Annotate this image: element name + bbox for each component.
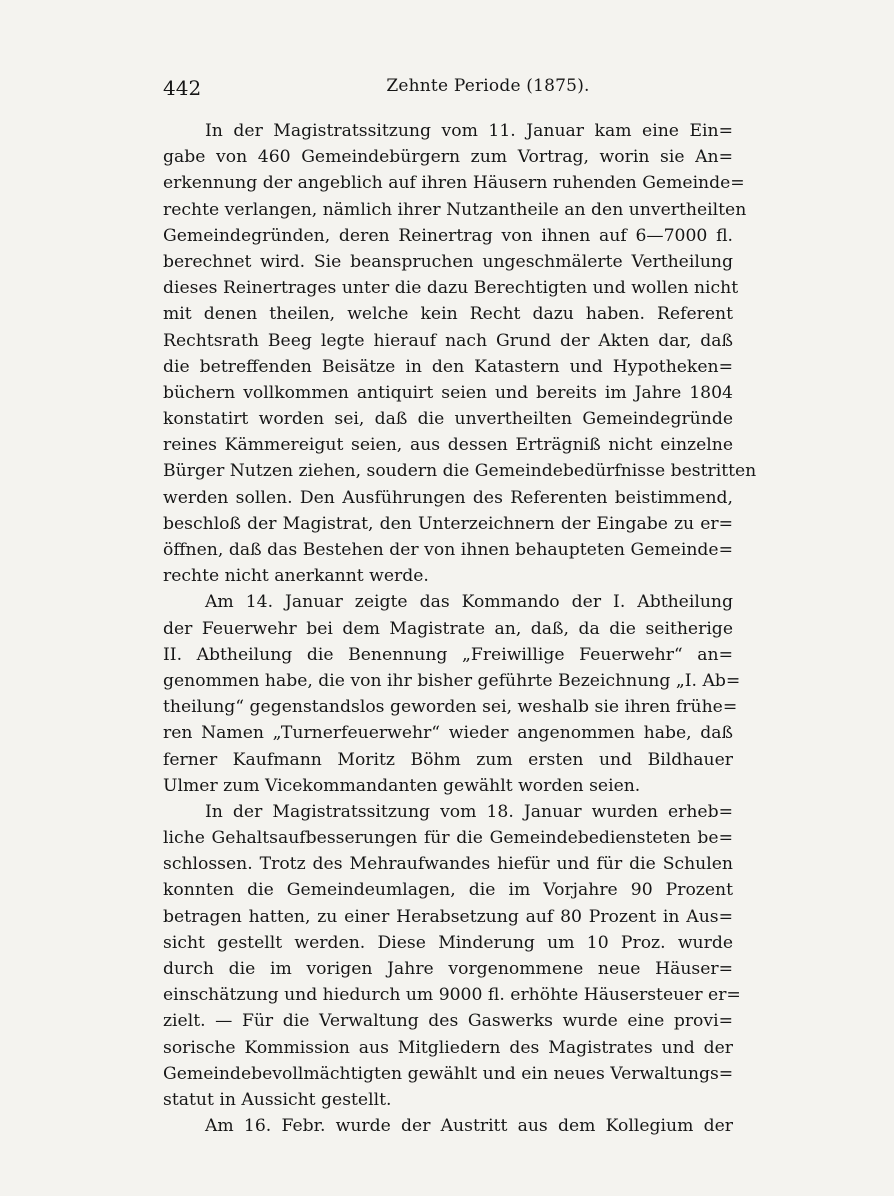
text-line: sicht gestellt werden. Diese Minderung um 10 Proz. wurde [163,932,733,953]
text-line: Rechtsrath Beeg legte hierauf nach Grund der Akten dar, daß [163,330,733,351]
text-line: statut in Aussicht gestellt. [163,1089,392,1110]
text-line: der Feuerwehr bei dem Magistrate an, daß, da die seitherige [163,618,733,639]
text-line: gabe von 460 Gemeindebürgern zum Vortrag, worin sie An= [163,147,733,168]
paragraph [163,1113,733,1139]
running-head: Zehnte Periode (1875). [386,76,590,96]
text-line: genommen habe, die von ihr bisher geführte Bezeichnung „I. Ab= [163,670,741,691]
body-text [163,118,757,1139]
text-line: Ulmer zum Vicekommandanten gewählt worden seien. [163,775,641,796]
text-line: Bürger Nutzen ziehen, soudern die Gemeindebedürfnisse bestritten [163,461,757,482]
text-line: mit denen theilen, welche kein Recht dazu haben. Referent [163,304,733,325]
text-line: erkennung der angeblich auf ihren Häusern ruhenden Gemeinde= [163,173,745,194]
text-line: die betreffenden Beisätze in den Katastern und Hypotheken= [163,356,733,377]
text-line: theilung“ gegenstandslos geworden sei, weshalb sie ihren frühe= [163,697,738,718]
text-line: rechte verlangen, nämlich ihrer Nutzantheile an den unvertheilten [163,199,747,220]
page-header [163,72,733,106]
text-line: II. Abtheilung die Benennung „Freiwillige Feuerwehr“ an= [163,644,733,665]
text-line: ren Namen „Turnerfeuerwehr“ wieder angenommen habe, daß [163,723,733,744]
text-line: liche Gehaltsaufbesserungen für die Gemeindebediensteten be= [163,828,733,849]
text-line: Gemeindebevollmächtigten gewählt und ein neues Verwaltungs= [163,1063,734,1084]
text-line: sorische Kommission aus Mitgliedern des Magistrates und der [163,1037,733,1058]
text-line: einschätzung und hiedurch um 9000 fl. erhöhte Häusersteuer er= [163,985,741,1006]
text-line: beschloß der Magistrat, den Unterzeichnern der Eingabe zu er= [163,513,733,534]
paragraph [163,589,741,799]
text-line: berechnet wird. Sie beanspruchen ungeschmälerte Vertheilung [163,251,733,272]
text-line: reines Kämmereigut seien, aus dessen Erträgniß nicht einzelne [163,435,733,456]
text-line: Am 14. Januar zeigte das Kommando der I. Abtheilung [205,592,733,613]
paragraph [163,118,757,589]
text-line: In der Magistratssitzung vom 11. Januar kam eine Ein= [205,121,733,141]
text-line: Am 16. Febr. wurde der Austritt aus dem Kollegium der [205,1116,733,1137]
text-line: ferner Kaufmann Moritz Böhm zum ersten und Bildhauer [163,749,733,770]
text-line: Gemeindegründen, deren Reinertrag von ihnen auf 6—7000 fl. [163,225,733,246]
text-line: zielt. — Für die Verwaltung des Gaswerks wurde eine provi= [163,1011,733,1032]
text-line: konstatirt worden sei, daß die unvertheilten Gemeindegründe [163,409,733,430]
text-line: betragen hatten, zu einer Herabsetzung auf 80 Prozent in Aus= [163,906,733,927]
text-line: In der Magistratssitzung vom 18. Januar wurden erheb= [205,801,733,822]
text-line: werden sollen. Den Ausführungen des Referenten beistimmend, [163,487,733,508]
page-number: 442 [163,76,202,100]
text-line: durch die im vorigen Jahre vorgenommene neue Häuser= [163,959,733,979]
text-line: öffnen, daß das Bestehen der von ihnen behaupteten Gemeinde= [163,540,733,560]
text-line: schlossen. Trotz des Mehraufwandes hiefür und für die Schulen [163,854,733,875]
text-line: konnten die Gemeindeumlagen, die im Vorjahre 90 Prozent [163,880,733,901]
text-line: dieses Reinertrages unter die dazu Berechtigten und wollen nicht [163,278,739,299]
text-line: büchern vollkommen antiquirt seien und bereits im Jahre 1804 [163,382,733,403]
text-line: rechte nicht anerkannt werde. [163,566,429,587]
paragraph [163,799,741,1113]
